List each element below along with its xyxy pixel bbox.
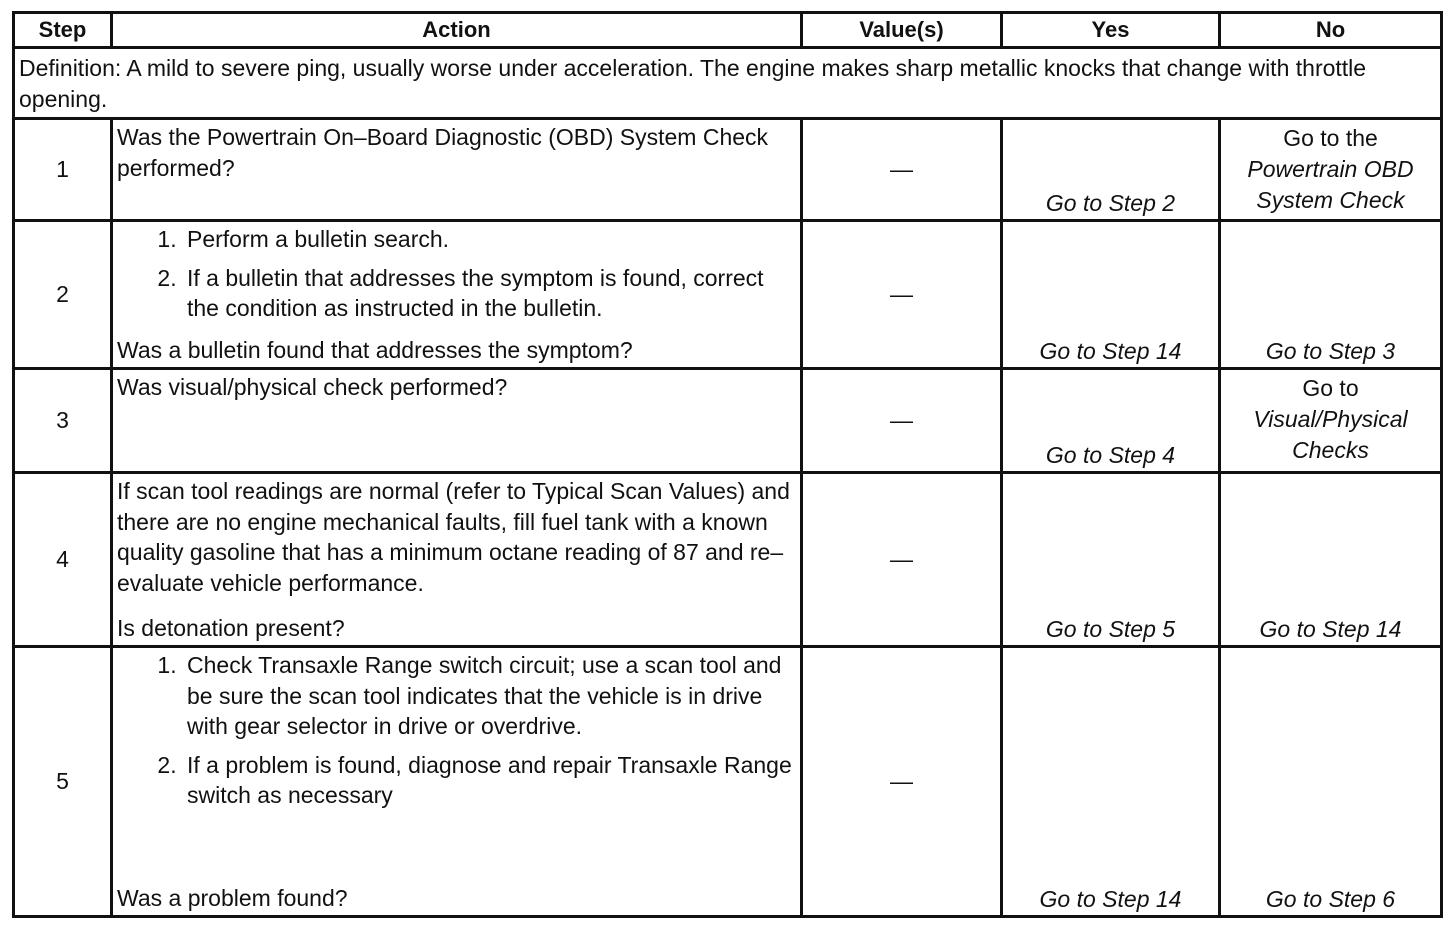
action-list xyxy=(117,224,796,324)
step-number: 1 xyxy=(14,119,112,221)
yes-cell xyxy=(1002,647,1220,917)
action-text: If scan tool readings are normal (refer to Typical Scan Values) and there are no engine mechanical faults, fill fuel tank with a known quality gasoline that has a minimum octane reading of 87 and re–evaluate vehicle performance. xyxy=(117,478,790,596)
no-goto-link[interactable]: Go to Step 3 xyxy=(1265,338,1396,364)
no-cell xyxy=(1220,119,1442,221)
value-cell: — xyxy=(802,221,1002,369)
header-no: No xyxy=(1220,13,1442,48)
action-list xyxy=(117,650,796,811)
step-number: 4 xyxy=(14,473,112,647)
no-goto-link[interactable]: Powertrain OBD System Check xyxy=(1247,156,1414,213)
yes-cell xyxy=(1002,119,1220,221)
table-row xyxy=(14,647,1442,917)
value-cell: — xyxy=(802,473,1002,647)
no-cell xyxy=(1220,473,1442,647)
diagnostic-table xyxy=(12,11,1443,918)
definition-text: Definition: A mild to severe ping, usually worse under acceleration. The engine makes sharp metallic knocks that change with throttle opening. xyxy=(14,48,1442,119)
table-row xyxy=(14,221,1442,369)
action-cell xyxy=(112,473,802,647)
no-cell xyxy=(1220,221,1442,369)
table-row xyxy=(14,369,1442,473)
step-number: 5 xyxy=(14,647,112,917)
header-action: Action xyxy=(112,13,802,48)
action-cell xyxy=(112,369,802,473)
value-cell: — xyxy=(802,119,1002,221)
action-list-item: 1. Check Transaxle Range switch circuit; use a scan tool and be sure the scan tool indicates that the vehicle is in drive with gear selector in drive or overdrive. xyxy=(183,650,796,742)
action-cell xyxy=(112,647,802,917)
header-row xyxy=(14,13,1442,48)
action-text: Was visual/physical check performed? xyxy=(117,374,508,400)
step-number: 3 xyxy=(14,369,112,473)
value-cell: — xyxy=(802,647,1002,917)
yes-cell xyxy=(1002,369,1220,473)
yes-goto-link[interactable]: Go to Step 14 xyxy=(1039,886,1182,912)
yes-cell xyxy=(1002,473,1220,647)
table-row xyxy=(14,473,1442,647)
yes-goto-link[interactable]: Go to Step 14 xyxy=(1039,338,1182,364)
table-row xyxy=(14,119,1442,221)
yes-goto-link[interactable]: Go to Step 4 xyxy=(1045,442,1176,468)
yes-goto-link[interactable]: Go to Step 2 xyxy=(1045,190,1176,216)
header-step: Step xyxy=(14,13,112,48)
no-cell xyxy=(1220,647,1442,917)
step-number: 2 xyxy=(14,221,112,369)
action-list-item: 1. Perform a bulletin search. xyxy=(183,224,796,255)
no-cell xyxy=(1220,369,1442,473)
action-list-item: 2. If a problem is found, diagnose and repair Transaxle Range switch as necessary xyxy=(183,750,796,811)
action-question: Was a bulletin found that addresses the symptom? xyxy=(117,336,633,363)
yes-goto-link[interactable]: Go to Step 5 xyxy=(1045,616,1176,642)
no-goto-prefix: Go to xyxy=(1302,375,1359,401)
diagnostic-page xyxy=(12,11,1440,919)
header-values: Value(s) xyxy=(802,13,1002,48)
action-cell xyxy=(112,119,802,221)
value-cell: — xyxy=(802,369,1002,473)
action-question: Is detonation present? xyxy=(117,614,345,641)
action-question: Was a problem found? xyxy=(117,884,348,911)
action-cell xyxy=(112,221,802,369)
yes-cell xyxy=(1002,221,1220,369)
no-goto-link[interactable]: Go to Step 6 xyxy=(1265,886,1396,912)
action-text: Was the Powertrain On–Board Diagnostic (OBD) System Check performed? xyxy=(117,124,769,181)
no-goto-prefix: Go to the xyxy=(1283,125,1378,151)
header-yes: Yes xyxy=(1002,13,1220,48)
no-goto-link[interactable]: Go to Step 14 xyxy=(1259,616,1402,642)
no-goto-link[interactable]: Visual/Physical Checks xyxy=(1253,406,1408,463)
definition-row xyxy=(14,48,1442,119)
action-list-item: 2. If a bulletin that addresses the symptom is found, correct the condition as instructed in the bulletin. xyxy=(183,263,796,324)
